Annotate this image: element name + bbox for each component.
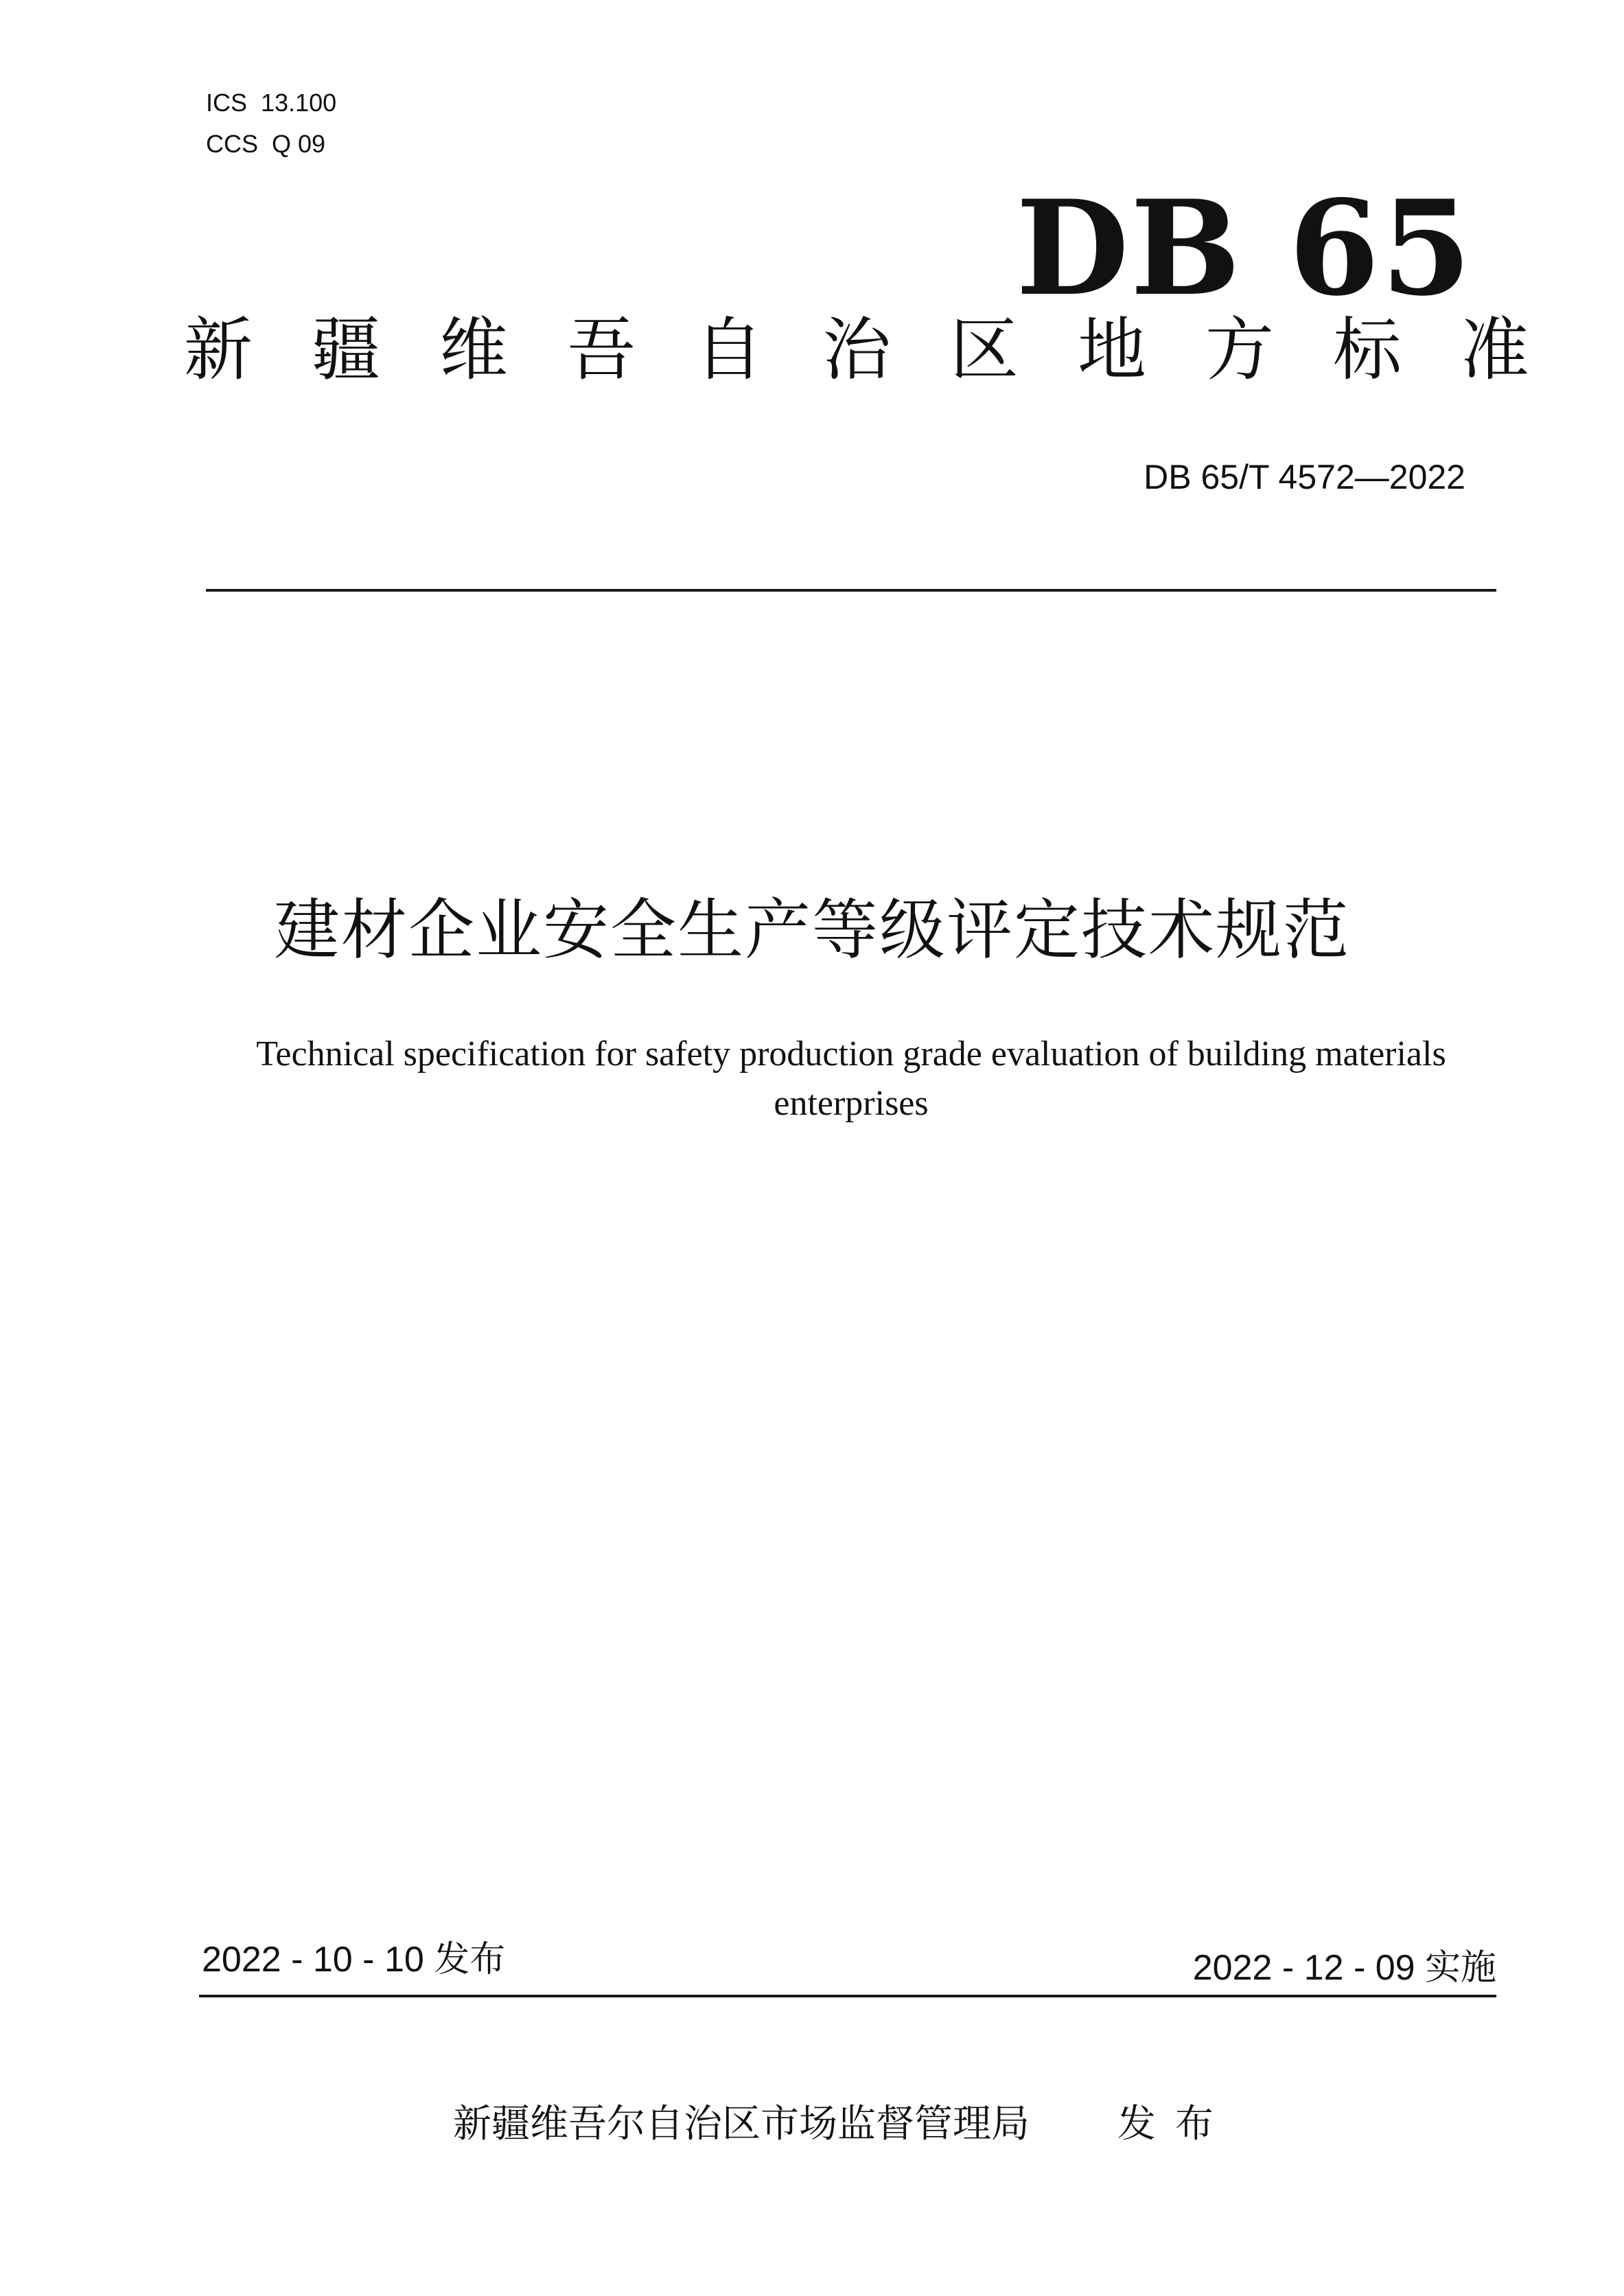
implementation-date: 2022 - 12 - 09 实施 bbox=[1192, 1948, 1496, 1988]
issuer-name: 新疆维吾尔自治区市场监督管理局 bbox=[453, 2102, 1030, 2146]
document-title-chinese: 建材企业安全生产等级评定技术规范 bbox=[274, 892, 1350, 969]
db65-logo: DB 65 bbox=[1016, 172, 1473, 325]
ccs-code: CCS Q 09 bbox=[206, 130, 326, 158]
issuer-row bbox=[453, 2097, 1233, 2152]
issuer-action: 发布 bbox=[1117, 2102, 1233, 2146]
local-standard-heading: 新疆维吾自治区地方标准 bbox=[184, 310, 1588, 390]
ics-code: ICS 13.100 bbox=[206, 89, 337, 117]
footer-divider bbox=[199, 1995, 1496, 1997]
header-divider bbox=[206, 589, 1496, 592]
issue-date: 2022 - 10 - 10 发布 bbox=[202, 1940, 506, 1980]
standard-number: DB 65/T 4572—2022 bbox=[1144, 458, 1465, 496]
document-title-english: Technical specification for safety production grade evaluation of building materials enterprises bbox=[256, 1034, 1446, 1123]
